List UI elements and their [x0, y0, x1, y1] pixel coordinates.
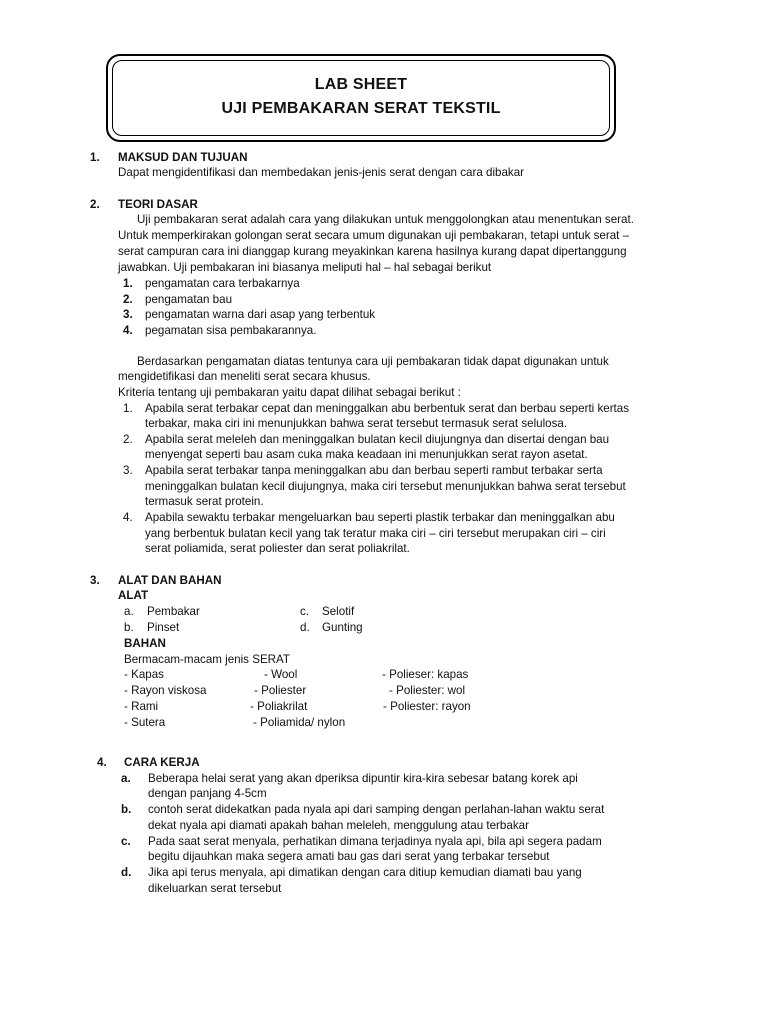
- criteria-number: 3.: [123, 464, 133, 477]
- section-1-heading: MAKSUD DAN TUJUAN: [118, 151, 248, 164]
- step-letter: c.: [121, 835, 131, 848]
- bahan-item: - Poliakrilat: [250, 700, 308, 713]
- alat-item-letter: b.: [124, 621, 134, 634]
- criteria-number: 4.: [123, 511, 133, 524]
- step-letter: b.: [121, 803, 132, 816]
- bahan-item: - Poliester: wol: [389, 684, 466, 697]
- theory-para-1-line: serat campuran cara ini dianggap kurang meyakinkan karena hasilnya kurang dapat dipertanggung: [118, 245, 627, 258]
- alat-item-letter: d.: [300, 621, 310, 634]
- step-line: Jika api terus menyala, api dimatikan dengan cara ditiup kemudian diamati bau yang: [148, 866, 582, 879]
- title-box: [106, 54, 616, 142]
- criteria-line: Apabila serat terbakar cepat dan meninggalkan abu berbentuk serat dan berbau seperti kertas: [145, 402, 630, 415]
- alat-item: Selotif: [322, 605, 355, 618]
- step-line: dekat nyala api diamati apakah bahan meleleh, menggulung atau terbakar: [148, 819, 529, 832]
- observation-list-number: 4.: [123, 324, 133, 337]
- step-line: begitu dijauhkan maka segera amati bau gas dari serat yang terbakar tersebut: [148, 850, 550, 863]
- step-line: dikeluarkan serat tersebut: [148, 882, 282, 895]
- bahan-item: - Rayon viskosa: [124, 684, 207, 697]
- section-4-heading: CARA KERJA: [124, 756, 200, 769]
- criteria-number: 2.: [123, 433, 133, 446]
- step-letter: d.: [121, 866, 132, 879]
- step-line: Pada saat serat menyala, perhatikan dimana terjadinya nyala api, bila api segera padam: [148, 835, 602, 848]
- title-line-1: LAB SHEET: [314, 76, 408, 93]
- section-1-text: Dapat mengidentifikasi dan membedakan jenis-jenis serat dengan cara dibakar: [118, 166, 525, 179]
- observation-list-item: pegamatan sisa pembakarannya.: [145, 324, 317, 337]
- section-3-heading: ALAT DAN BAHAN: [118, 574, 222, 587]
- theory-para-1-line: jawabkan. Uji pembakaran ini biasanya meliputi hal – hal sebagai berikut: [118, 261, 492, 274]
- step-letter: a.: [121, 772, 131, 785]
- criteria-line: Apabila sewaktu terbakar mengeluarkan bau seperti plastik terbakar dan meninggalkan abu: [145, 511, 615, 524]
- observation-list-number: 2.: [123, 293, 133, 306]
- criteria-line: termasuk serat protein.: [145, 495, 264, 508]
- alat-item-letter: c.: [300, 605, 310, 618]
- criteria-line: serat poliamida, serat poliester dan serat poliakrilat.: [145, 542, 410, 555]
- bahan-item: - Wool: [264, 668, 298, 681]
- alat-item: Pembakar: [147, 605, 200, 618]
- section-1-number: 1.: [90, 151, 100, 164]
- step-line: Beberapa helai serat yang akan dperiksa dipuntir kira-kira sebesar batang korek api: [148, 772, 578, 785]
- criteria-line: terbakar, maka ciri ini menunjukkan bahwa serat tersebut termasuk serat selulosa.: [145, 417, 568, 430]
- section-2-heading: TEORI DASAR: [118, 198, 198, 211]
- alat-item-letter: a.: [124, 605, 134, 618]
- observation-list-number: 3.: [123, 308, 133, 321]
- criteria-line: Apabila serat terbakar tanpa meninggalkan abu dan berbau seperti rambut terbakar serta: [145, 464, 603, 477]
- criteria-line: yang berbentuk bulatan kecil yang tak teratur maka ciri – ciri tersebut merupakan ciri – ciri: [145, 527, 606, 540]
- bahan-item: - Kapas: [124, 668, 164, 681]
- theory-para-2-line: mengidetifikasi dan meneliti serat secara khusus.: [118, 370, 371, 383]
- observation-list-item: pengamatan warna dari asap yang terbentuk: [145, 308, 376, 321]
- bahan-item: - Sutera: [124, 716, 166, 729]
- theory-para-1-line: Untuk memperkirakan golongan serat secara umum digunakan uji pembakaran, tetapi untuk serat –: [118, 229, 630, 242]
- bahan-item: - Rami: [124, 700, 159, 713]
- criteria-line: meninggalkan bulatan kecil diujungnya, maka ciri tersebut menunjukkan bahwa serat tersebut: [145, 480, 626, 493]
- section-3-number: 3.: [90, 574, 100, 587]
- title-box-inner-border: [112, 60, 610, 136]
- criteria-line: menyengat seperti bau asam cuka maka keadaan ini menunjukkan serat rayon asetat.: [145, 448, 588, 461]
- bahan-item: - Polieser: kapas: [382, 668, 469, 681]
- bahan-item: - Poliamida/ nylon: [253, 716, 346, 729]
- bahan-label: BAHAN: [124, 637, 166, 650]
- theory-para-2-line: Kriteria tentang uji pembakaran yaitu dapat dilihat sebagai berikut :: [118, 386, 461, 399]
- criteria-number: 1.: [123, 402, 133, 415]
- observation-list-item: pengamatan cara terbakarnya: [145, 277, 300, 290]
- theory-para-1-line: Uji pembakaran serat adalah cara yang dilakukan untuk menggolongkan atau menentukan serat.: [137, 213, 634, 226]
- criteria-line: Apabila serat meleleh dan meninggalkan bulatan kecil diujungnya dan disertai dengan bau: [145, 433, 610, 446]
- step-line: contoh serat didekatkan pada nyala api dari samping dengan perlahan-lahan waktu serat: [148, 803, 605, 816]
- observation-list-number: 1.: [123, 277, 133, 290]
- observation-list-item: pengamatan bau: [145, 293, 233, 306]
- theory-para-2-line: Berdasarkan pengamatan diatas tentunya cara uji pembakaran tidak dapat digunakan untuk: [137, 355, 609, 368]
- alat-label: ALAT: [118, 589, 149, 602]
- bahan-item: - Poliester: [254, 684, 307, 697]
- bahan-item: - Poliester: rayon: [383, 700, 471, 713]
- title-line-2: UJI PEMBAKARAN SERAT TEKSTIL: [221, 100, 501, 117]
- bahan-intro: Bermacam-macam jenis SERAT: [124, 653, 290, 666]
- section-4-number: 4.: [97, 756, 107, 769]
- step-line: dengan panjang 4-5cm: [148, 787, 267, 800]
- alat-item: Gunting: [322, 621, 363, 634]
- section-2-number: 2.: [90, 198, 100, 211]
- alat-item: Pinset: [147, 621, 180, 634]
